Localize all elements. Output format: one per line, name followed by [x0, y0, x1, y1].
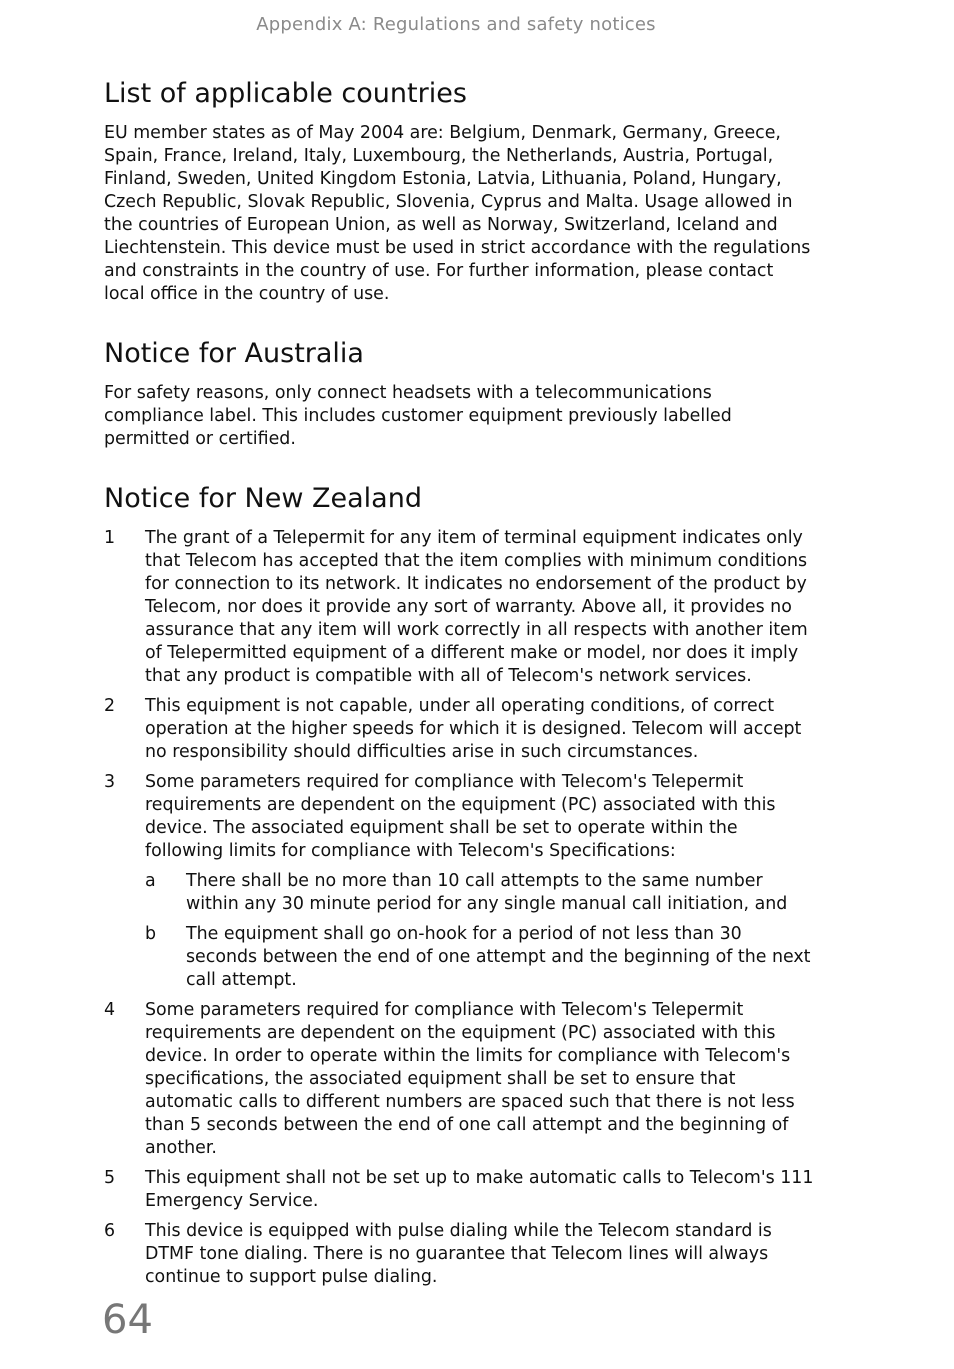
- list-item-number: 3: [104, 772, 116, 792]
- section-body-countries: EU member states as of May 2004 are: Belgium, Denmark, Germany, Greece, Spain, France, Ireland, Italy, Luxembourg, the Netherlands, Austria, Portugal, Finland, Sweden, United Kingdom Estonia, Latvia, Lithuania, Poland, Hungary, Czech Republic, Slovak Republic, Slovenia, Cyprus and Malta. Usage allowed in the countries of European Union, as well as Norway, Switzerland, Iceland and Liechtenstein. This device must be used in strict accordance with the regulations and constraints in the country of use. For further information, please contact local office in the country of use.: [104, 123, 811, 304]
- sub-list-item: [145, 923, 816, 992]
- sub-list-item-text: There shall be no more than 10 call attempts to the same number within any 30 minute period for any single manual call initiation, and: [186, 871, 788, 914]
- list-item-text: Some parameters required for compliance with Telecom's Telepermit requirements are dependent on the equipment (PC) associated with this device. In order to operate within the limits for compliance with Telecom's specifications, the associated equipment shall be set to ensure that automatic calls to different numbers are spaced such that there is not less than 5 seconds between the end of one call attempt and the beginning of another.: [145, 1000, 795, 1158]
- list-item: [104, 527, 816, 688]
- list-item: [104, 999, 816, 1160]
- section-australia: [104, 336, 816, 451]
- section-new-zealand: [104, 481, 816, 1289]
- sub-list-item: [145, 870, 816, 916]
- section-applicable-countries: [104, 76, 816, 306]
- list-item-number: 1: [104, 528, 116, 548]
- list-item: [104, 1167, 816, 1213]
- list-item-text: This device is equipped with pulse dialing while the Telecom standard is DTMF tone dialing. There is no guarantee that Telecom lines will always continue to support pulse dialing.: [145, 1221, 772, 1287]
- list-item-number: 4: [104, 1000, 116, 1020]
- page-number: 64: [102, 1297, 153, 1343]
- list-item: [104, 1220, 816, 1289]
- section-title-countries: List of applicable countries: [104, 78, 467, 109]
- list-item: [104, 695, 816, 764]
- list-item-number: 2: [104, 696, 116, 716]
- list-item-number: 5: [104, 1168, 116, 1188]
- sub-list-item-text: The equipment shall go on-hook for a period of not less than 30 seconds between the end of one attempt and the beginning of the next call attempt.: [186, 924, 811, 990]
- sub-list-item-letter: b: [145, 924, 157, 944]
- list-item-number: 6: [104, 1221, 116, 1241]
- list-item: [104, 771, 816, 992]
- section-title-australia: Notice for Australia: [104, 338, 364, 369]
- list-item-text: This equipment is not capable, under all operating conditions, of correct operation at the higher speeds for which it is designed. Telecom will accept no responsibility should difficulties arise in such circumstances.: [145, 696, 802, 762]
- list-item-text: The grant of a Telepermit for any item of terminal equipment indicates only that Telecom has accepted that the item complies with minimum conditions for connection to its network. It indicates no endorsement of the product by Telecom, nor does it provide any sort of warranty. Above all, it provides no assurance that any item will work correctly in all respects with another item of Telepermitted equipment of a different make or model, nor does it imply that any product is compatible with all of Telecom's network services.: [145, 528, 808, 686]
- list-item-text: Some parameters required for compliance with Telecom's Telepermit requirements are dependent on the equipment (PC) associated with this device. The associated equipment shall be set to operate within the following limits for compliance with Telecom's Specifications:: [145, 772, 776, 861]
- section-body-australia: For safety reasons, only connect headsets with a telecommunications compliance label. This includes customer equipment previously labelled permitted or certified.: [104, 383, 732, 449]
- section-title-new-zealand: Notice for New Zealand: [104, 483, 422, 514]
- page-content: [104, 76, 816, 1296]
- list-item-text: This equipment shall not be set up to make automatic calls to Telecom's 111 Emergency Service.: [145, 1168, 814, 1211]
- new-zealand-list: [104, 527, 816, 1289]
- sub-list-item-letter: a: [145, 871, 156, 891]
- running-header: Appendix A: Regulations and safety notices: [256, 14, 656, 35]
- sub-list: [145, 870, 816, 992]
